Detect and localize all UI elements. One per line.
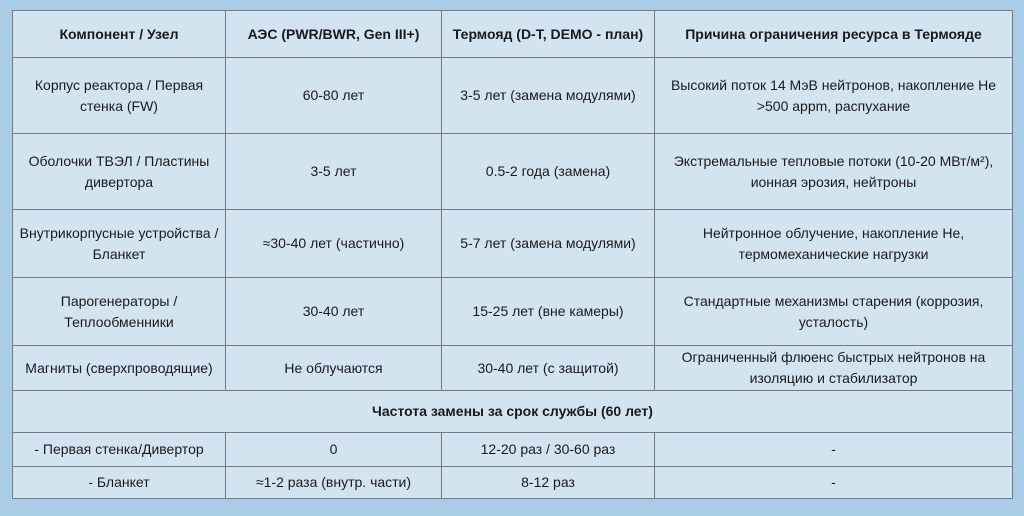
cell-npp: 60-80 лет <box>226 58 442 134</box>
table-row <box>13 210 1013 278</box>
cell-reason: Высокий поток 14 МэВ нейтронов, накопление He >500 appm, распухание <box>655 58 1013 134</box>
cell-fusion: 8-12 раз <box>442 467 655 499</box>
cell-fusion: 15-25 лет (вне камеры) <box>442 278 655 346</box>
cell-reason: Экстремальные тепловые потоки (10-20 МВт/м²), ионная эрозия, нейтроны <box>655 134 1013 210</box>
cell-fusion: 3-5 лет (замена модулями) <box>442 58 655 134</box>
table-row <box>13 58 1013 134</box>
header-npp: АЭС (PWR/BWR, Gen III+) <box>226 11 442 58</box>
cell-fusion: 30-40 лет (с защитой) <box>442 346 655 391</box>
cell-component: Оболочки ТВЭЛ / Пластины дивертора <box>13 134 226 210</box>
cell-npp: 0 <box>226 433 442 467</box>
table-row <box>13 467 1013 499</box>
cell-component: - Первая стенка/Дивертор <box>13 433 226 467</box>
cell-fusion: 5-7 лет (замена модулями) <box>442 210 655 278</box>
cell-reason: Нейтронное облучение, накопление He, термомеханические нагрузки <box>655 210 1013 278</box>
cell-component: Парогенераторы / Теплообменники <box>13 278 226 346</box>
cell-npp: 3-5 лет <box>226 134 442 210</box>
cell-reason: Ограниченный флюенс быстрых нейтронов на изоляцию и стабилизатор <box>655 346 1013 391</box>
comparison-table <box>12 10 1013 499</box>
comparison-table-container <box>12 10 1013 499</box>
table-row <box>13 278 1013 346</box>
cell-component: Внутрикорпусные устройства / Бланкет <box>13 210 226 278</box>
header-row <box>13 11 1013 58</box>
cell-npp: Не облучаются <box>226 346 442 391</box>
table-row <box>13 433 1013 467</box>
cell-fusion: 12-20 раз / 30-60 раз <box>442 433 655 467</box>
cell-reason: - <box>655 467 1013 499</box>
table-row <box>13 346 1013 391</box>
cell-component: Корпус реактора / Первая стенка (FW) <box>13 58 226 134</box>
header-component: Компонент / Узел <box>13 11 226 58</box>
cell-fusion: 0.5-2 года (замена) <box>442 134 655 210</box>
table-row <box>13 134 1013 210</box>
header-reason: Причина ограничения ресурса в Термояде <box>655 11 1013 58</box>
cell-npp: ≈30-40 лет (частично) <box>226 210 442 278</box>
cell-component: Магниты (сверхпроводящие) <box>13 346 226 391</box>
section-title: Частота замены за срок службы (60 лет) <box>13 391 1013 433</box>
cell-npp: 30-40 лет <box>226 278 442 346</box>
header-fusion: Термояд (D-T, DEMO - план) <box>442 11 655 58</box>
cell-npp: ≈1-2 раза (внутр. части) <box>226 467 442 499</box>
cell-reason: - <box>655 433 1013 467</box>
cell-reason: Стандартные механизмы старения (коррозия, усталость) <box>655 278 1013 346</box>
section-row <box>13 391 1013 433</box>
cell-component: - Бланкет <box>13 467 226 499</box>
